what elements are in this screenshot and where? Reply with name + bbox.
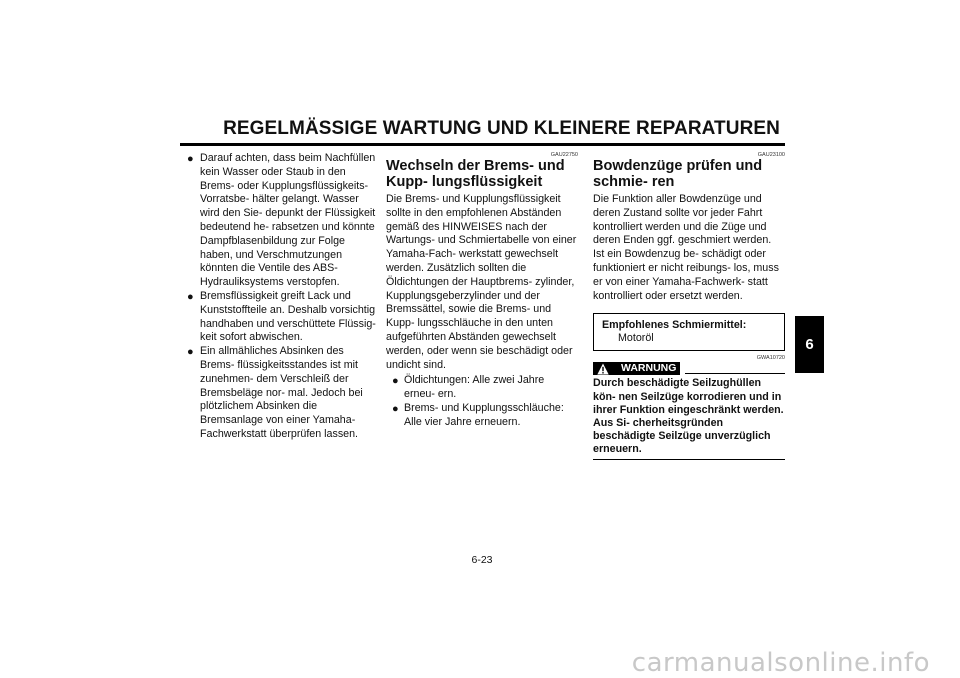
bullet-text: Ein allmähliches Absinken des Brems- flüssigkeitsstandes ist mit zunehmen- dem Verschleiß der Bremsbeläge nor- mal. Jedoch bei plötzlichem Absinken die Bremsanlage von einer Yamaha- Fachwerkstatt überprüfen lassen. [200, 345, 363, 440]
page-title: REGELMÄSSIGE WARTUNG UND KLEINERE REPARATUREN [223, 118, 780, 139]
list-item [186, 152, 378, 290]
page-number: 6-23 [471, 554, 493, 566]
bullet-icon: ● [392, 375, 399, 388]
section-code: GAU22750 [550, 152, 578, 158]
warning-text: Durch beschädigte Seilzughüllen kön- nen Seilzüge korrodieren und in ihrer Funktion eingeschränkt werden. Aus Si- cherheitsgründen beschädigte Seilzüge unverzüglich erneuern. [593, 377, 785, 459]
warning-code: GWA10720 [756, 355, 785, 362]
list-item [386, 374, 578, 402]
warning-rule [685, 373, 785, 374]
watermark: carmanualsonline.info [631, 648, 930, 678]
bullet-icon: ● [187, 153, 194, 165]
bullet-icon: ● [187, 290, 194, 303]
bullet-icon: ● [392, 402, 399, 415]
lubricant-value: Motoröl [618, 332, 654, 345]
warning-label [593, 362, 680, 375]
list-item [186, 290, 378, 345]
bullet-text: Darauf achten, dass beim Nachfüllen kein Wasser oder Staub in den Brems- oder Kupplungsflüssigkeits-Vorratsbe- hälter gelangt. Wasser wird den Sie- depunkt der Flüssigkeit bedeutend he- rabsetzen und könnte Dampfblasenbildung zur Folge haben, und Verschmutzungen könnten die Ventile des ABS-Hydrauliksystems verstopfen. [200, 152, 376, 289]
lubricant-title: Empfohlenes Schmiermittel: [602, 319, 747, 332]
bullet-list-1 [186, 152, 378, 442]
section-body: Die Funktion aller Bowdenzüge und deren Zustand sollte vor jeder Fahrt kontrolliert werden und die Züge und deren Enden ggf. geschmiert werden. Ist ein Bowdenzug be- schädigt oder funktioniert er nicht reibungs- los, muss er von einer Yamaha-Fachwerk- statt kontrolliert oder ersetzt werden. [593, 193, 779, 302]
bullet-text: Bremsflüssigkeit greift Lack und Kunststoffteile an. Deshalb vorsichtig handhaben und verschüttete Flüssig- keit sofort abwischen. [200, 289, 376, 344]
warning-header [593, 355, 785, 375]
bullet-list-2 [386, 374, 578, 429]
warning-triangle-icon [597, 363, 609, 375]
list-item [386, 402, 578, 430]
section-code: GAU23100 [757, 152, 785, 158]
header-rule [180, 143, 785, 146]
list-item [186, 345, 378, 442]
column-3 [593, 152, 785, 460]
chapter-tab: 6 [795, 316, 824, 373]
lubricant-box [593, 313, 785, 351]
warning-label-text: WARNUNG [621, 362, 677, 375]
column-2 [386, 152, 578, 430]
column-1 [186, 152, 378, 442]
bullet-text: Brems- und Kupplungsschläuche: Alle vier Jahre erneuern. [404, 401, 564, 428]
section-heading: Wechseln der Brems- und Kupp- lungsflüssigkeit [386, 158, 565, 190]
bullet-icon: ● [187, 346, 194, 359]
section-heading: Bowdenzüge prüfen und schmie- ren [593, 158, 763, 190]
bullet-text: Öldichtungen: Alle zwei Jahre erneu- ern. [404, 374, 545, 401]
section-body: Die Brems- und Kupplungsflüssigkeit sollte in den empfohlenen Abständen gemäß des HINWEISES nach der Wartungs- und Schmiertabelle von einer Yamaha-Fach- werkstatt gewechselt werden. Zusätzlich sollten die Öldichtungen der Hauptbrems- zylinder, Kupplungsgeberzylinder und der Bremssättel, sowie die Brems- und Kupp- lungsschläuche in den unten aufgeführten Abständen gewechselt werden, oder wenn sie beschädigt oder undicht sind. [386, 193, 577, 371]
